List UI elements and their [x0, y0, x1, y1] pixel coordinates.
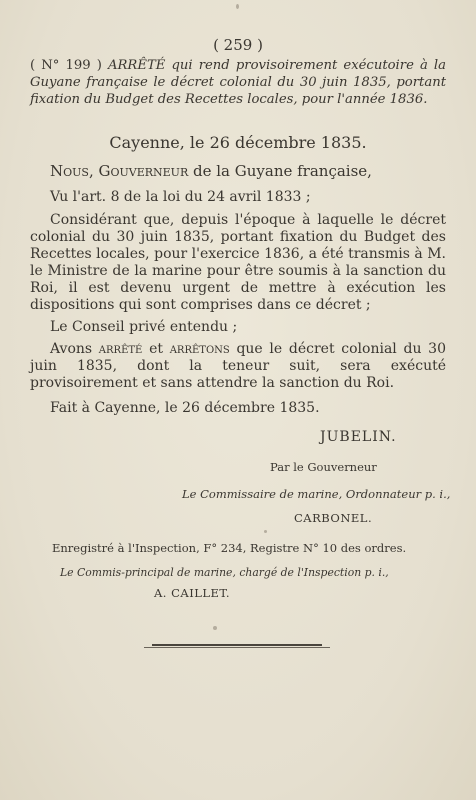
avons-arrete: arrêté	[98, 341, 143, 357]
arrete-heading	[30, 57, 446, 108]
heading-title: ARRÊTÉ qui rend provisoirement exécutoire à la Guyane française le décret colonial du 30 juin 1835, portant fixation du Budget des Recettes locales, pour l'année 1836.	[30, 58, 446, 107]
governor-line	[30, 163, 446, 180]
commissaire-line: Le Commissaire de marine, Ordonnateur p. i.,	[182, 487, 451, 501]
avons-rest: que le décret colonial du 30 juin 1835, dont la teneur suit, sera exécuté provisoirement et sans attendre la sanction du Roi.	[30, 341, 446, 391]
signature-carbonel: CARBONEL.	[294, 511, 373, 525]
governor-title: , Gouverneur	[88, 162, 189, 180]
date-line: Cayenne, le 26 décembre 1835.	[109, 133, 367, 152]
closing-rule	[152, 644, 322, 646]
commis-line: Le Commis-principal de marine, chargé de l'Inspection p. i.,	[60, 566, 389, 579]
avons-et: et	[142, 341, 170, 357]
avons-paragraph	[30, 341, 446, 392]
avons-arretons: arrêtons	[169, 341, 230, 357]
signature-jubelin: JUBELIN.	[320, 429, 397, 445]
vu-line: Vu l'art. 8 de la loi du 24 avril 1833 ;	[50, 189, 311, 205]
fait-line: Fait à Cayenne, le 26 décembre 1835.	[50, 400, 320, 416]
ink-spot	[236, 4, 239, 9]
signature-caillet: A. CAILLET.	[154, 586, 231, 600]
considerant-paragraph: Considérant que, depuis l'époque à laquelle le décret colonial du 30 juin 1835, portant fixation du Budget des Recettes locales, pour l'exercice 1836, a été transmis à M. le Ministre de la marine pour être soumis à la sanction du Roi, il est devenu urgent de mettre à exécution les dispositions qui sont comprises dans ce décret ;	[30, 212, 446, 313]
governor-rest: de la Guyane française,	[188, 162, 372, 180]
heading-prefix: ( N° 199 )	[30, 58, 108, 73]
enregistre-line: Enregistré à l'Inspection, F° 234, Registre N° 10 des ordres.	[52, 541, 407, 555]
par-le-gouverneur: Par le Gouverneur	[270, 460, 377, 474]
ink-spot	[264, 530, 267, 533]
conseil-line: Le Conseil privé entendu ;	[50, 319, 238, 335]
governor-nous: Nous	[50, 162, 89, 180]
avons-start: Avons	[50, 341, 99, 357]
page-number: ( 259 )	[213, 36, 263, 54]
ink-spot	[213, 626, 217, 630]
